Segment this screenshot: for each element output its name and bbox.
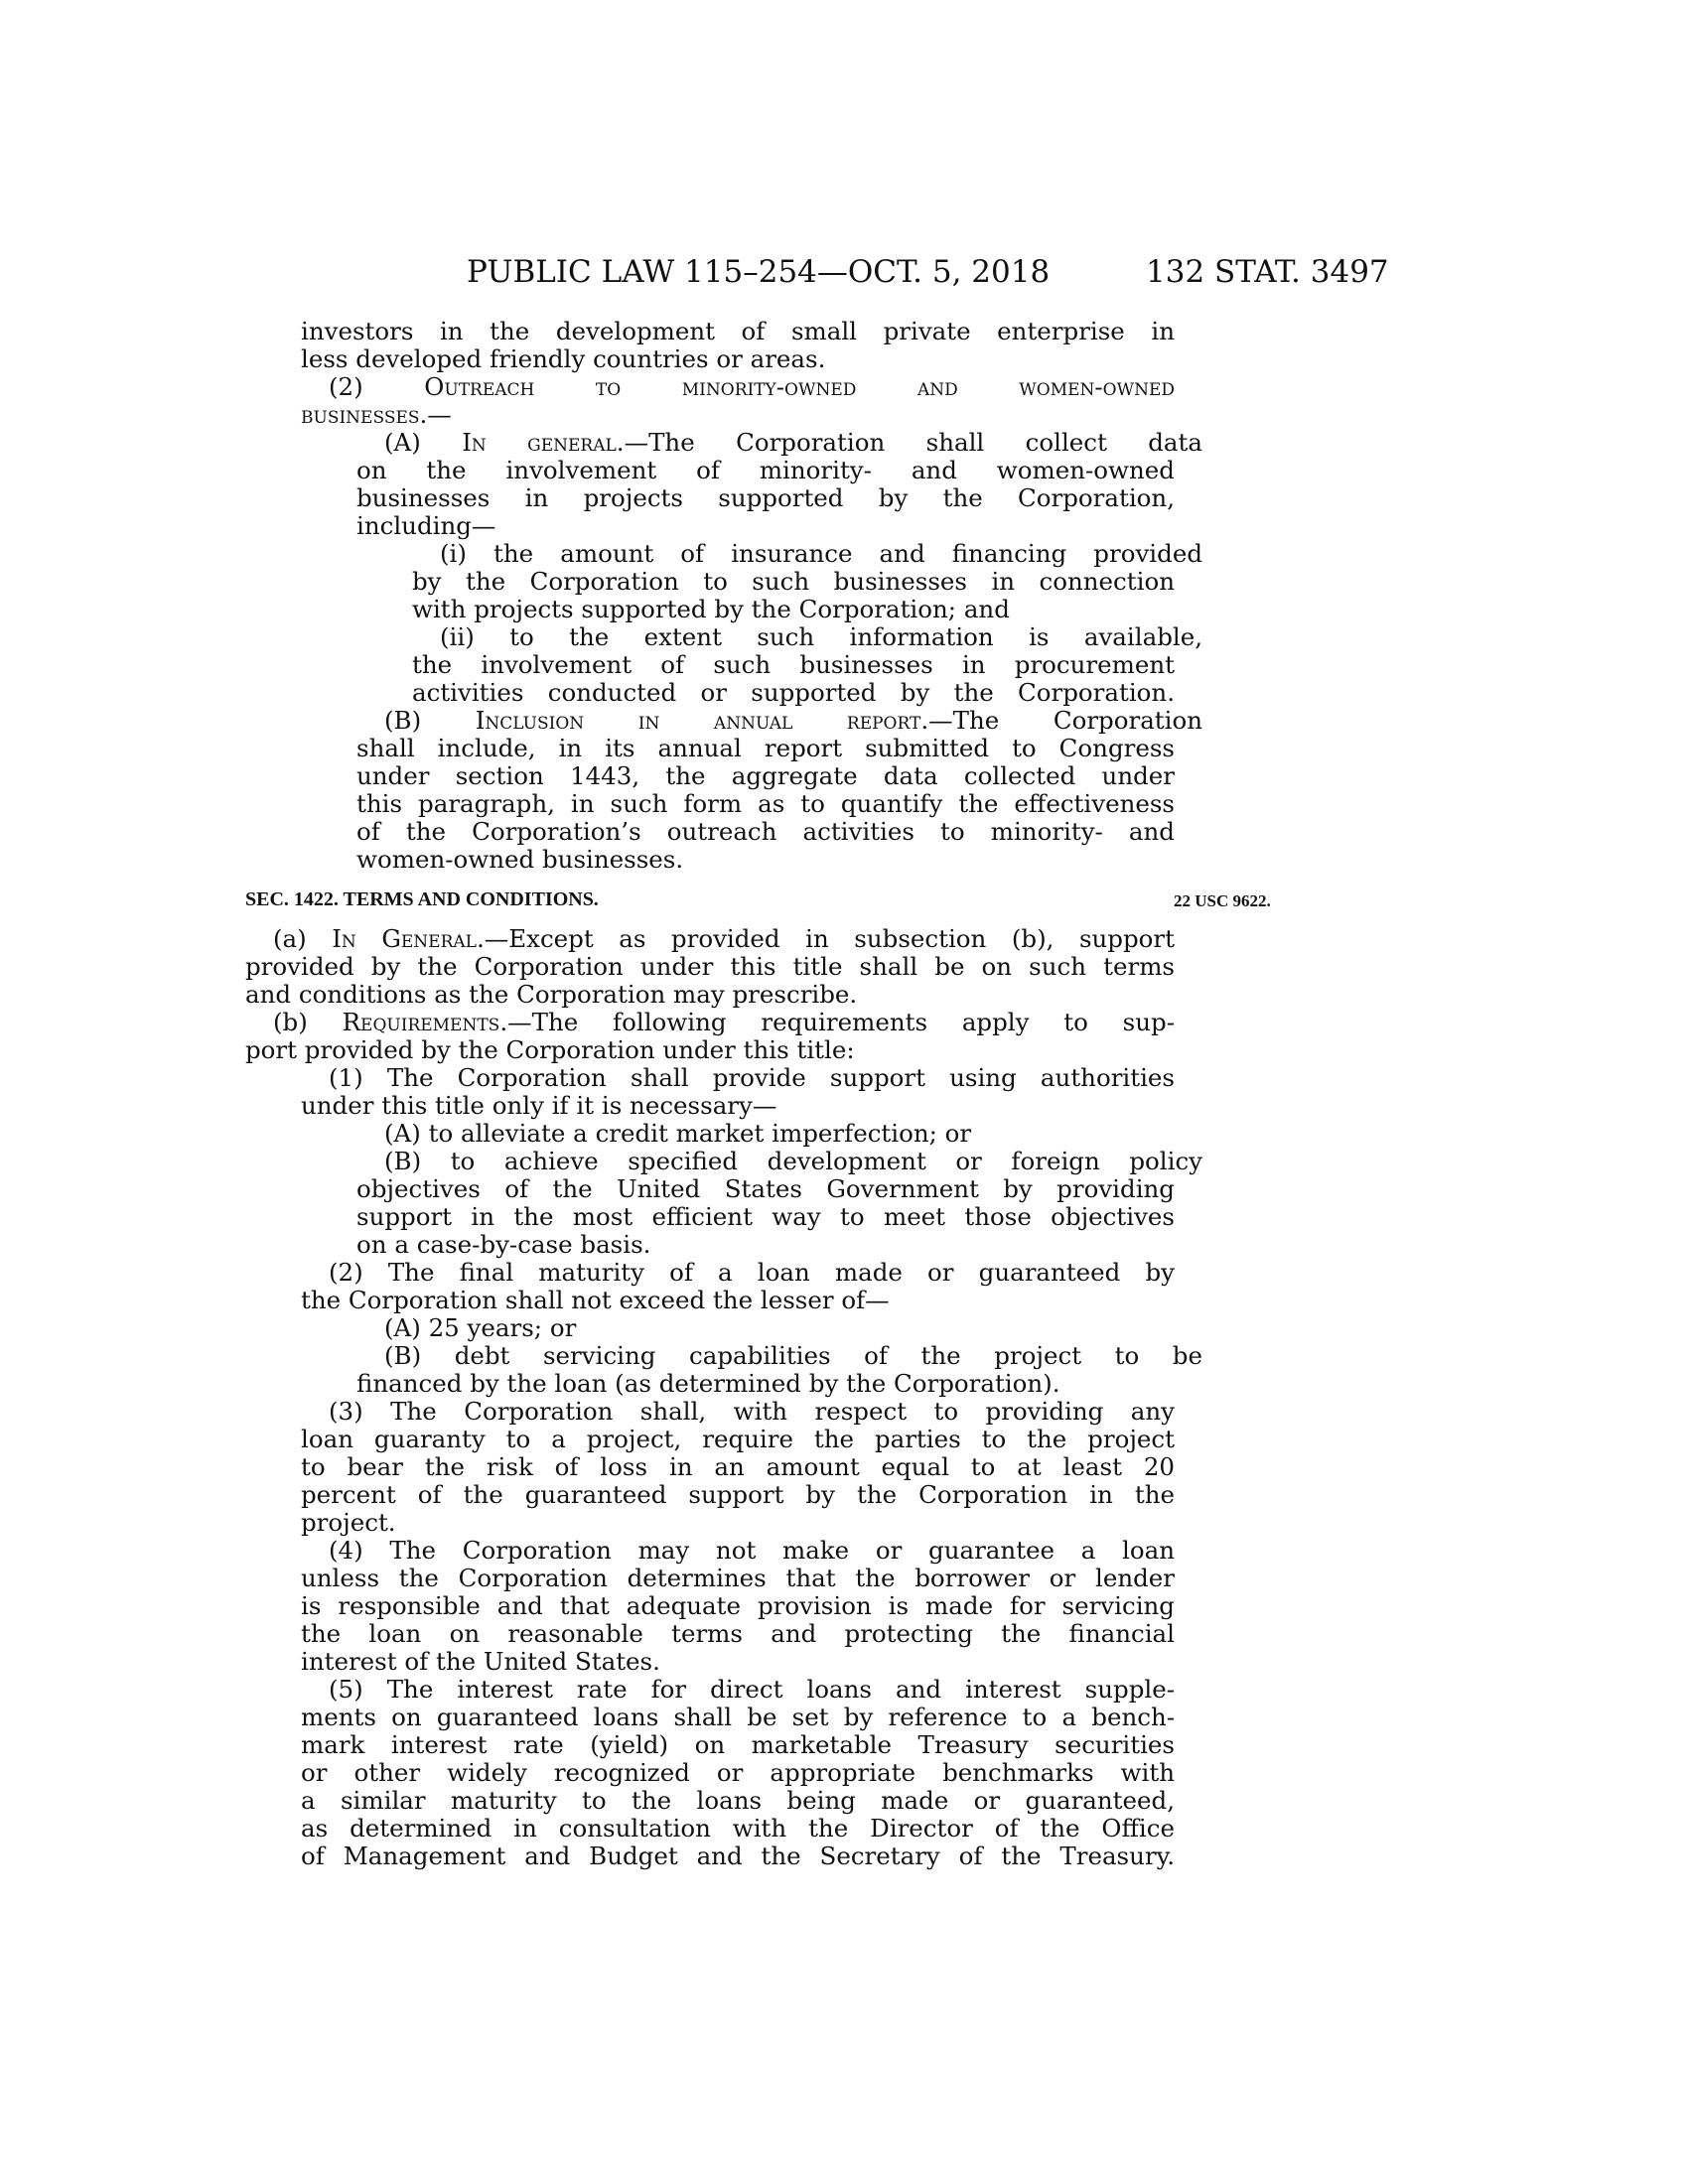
text-line: under section 1443, the aggregate data collected under [356, 761, 1175, 790]
text-line: unless the Corporation determines that the borrower or lender [301, 1564, 1175, 1592]
text-line: shall include, in its annual report submitted to Congress [356, 734, 1175, 762]
header-stat-page: 132 STAT. 3497 [1146, 254, 1389, 290]
text-line: the loan on reasonable terms and protecting the financial [301, 1619, 1175, 1648]
text-line: and conditions as the Corporation may prescribe. [245, 980, 858, 1009]
subsection-number: (a) [273, 924, 333, 953]
text-line: investors in the development of small private enterprise in [301, 317, 1175, 345]
text-line: (2) The final maturity of a loan made or guaranteed by [329, 1258, 1175, 1287]
text-line: of Management and Budget and the Secretary of the Treasury. [301, 1842, 1175, 1870]
text-line: to bear the risk of loss in an amount equal to at least 20 [301, 1452, 1175, 1481]
text-line: with projects supported by the Corporation; and [412, 595, 1010, 623]
text-line: or other widely recognized or appropriate benchmarks with [301, 1758, 1175, 1787]
text-line: of the Corporation’s outreach activities to minority- and [356, 817, 1175, 846]
subsection-title: Requirements. [342, 1008, 508, 1036]
text-line: (i) the amount of insurance and financing provided [440, 539, 1202, 568]
subsection-heading-a [245, 925, 1175, 953]
text-line: on the involvement of minority- and women-owned [356, 456, 1175, 484]
paragraph-heading-outreach [301, 373, 1175, 401]
text-line: under this title only if it is necessary— [301, 1091, 777, 1120]
text-line: businesses in projects supported by the Corporation, [356, 483, 1175, 512]
text-line: (5) The interest rate for direct loans and interest supple- [329, 1675, 1175, 1704]
subsection-text: —The following requirements apply to sup- [507, 1008, 1175, 1036]
text-line: is responsible and that adequate provision is made for servicing [301, 1591, 1175, 1620]
text-line: ments on guaranteed loans shall be set by reference to a bench- [301, 1703, 1175, 1731]
subparagraph-text: —The Corporation [928, 706, 1203, 735]
text-line: support in the most efficient way to meet those objectives [356, 1202, 1175, 1231]
text-line: this paragraph, in such form as to quantify the effectiveness [356, 789, 1175, 818]
text-line: provided by the Corporation under this title shall be on such terms [245, 952, 1175, 981]
text-line: project. [301, 1508, 396, 1537]
text-line: activities conducted or supported by the Corporation. [412, 678, 1175, 707]
section-body [245, 925, 1175, 1064]
text-line: interest of the United States. [301, 1647, 660, 1676]
text-line: (A) to alleviate a credit market imperfection; or [384, 1119, 972, 1148]
text-line: mark interest rate (yield) on marketable Treasury securities [301, 1730, 1175, 1759]
text-line: loan guaranty to a project, require the parties to the project [301, 1425, 1175, 1453]
text-line: as determined in consultation with the Director of the Office [301, 1814, 1175, 1843]
text-line: (A) 25 years; or [384, 1313, 577, 1342]
subsection-heading-b [245, 1009, 1175, 1036]
subparagraph-title: In general. [462, 428, 625, 457]
text-line: by the Corporation to such businesses in connection [412, 567, 1175, 596]
subparagraph-text: —The Corporation shall collect data [624, 428, 1202, 457]
text-line: objectives of the United States Government by providing [356, 1174, 1175, 1203]
text-line: (3) The Corporation shall, with respect to providing any [329, 1397, 1175, 1426]
paragraph-number: (2) [329, 372, 425, 401]
subsection-number: (b) [273, 1008, 343, 1036]
subsection-title: In General. [332, 924, 485, 953]
text-line: port provided by the Corporation under this title: [245, 1035, 855, 1064]
subparagraph-heading-inclusion [356, 707, 1202, 735]
section-title: SEC. 1422. TERMS AND CONDITIONS. [245, 888, 599, 910]
subsection-text: —Except as provided in subsection (b), support [484, 924, 1175, 953]
text-line: (B) debt servicing capabilities of the project to be [384, 1341, 1202, 1370]
paragraph-title: Outreach to minority-owned and women-owned [424, 372, 1175, 401]
text-line: less developed friendly countries or areas. [301, 344, 826, 373]
subparagraph-title: Inclusion in annual report. [475, 706, 929, 735]
subparagraph-number: (B) [384, 706, 476, 735]
text-line: on a case-by-case basis. [356, 1230, 651, 1259]
document-body [245, 317, 1271, 1870]
header-title: PUBLIC LAW 115–254—OCT. 5, 2018 [467, 254, 1051, 290]
text-line: women-owned businesses. [356, 845, 684, 874]
subparagraph-heading-in-general [356, 429, 1202, 457]
text-line: businesses.— [301, 400, 452, 429]
text-line: (ii) to the extent such information is available, [440, 622, 1202, 651]
text-line: (1) The Corporation shall provide support using authorities [329, 1063, 1175, 1092]
subparagraph-number: (A) [384, 428, 463, 457]
text-line: (4) The Corporation may not make or guarantee a loan [329, 1536, 1175, 1565]
section-heading [245, 886, 1271, 913]
text-line: percent of the guaranteed support by the Corporation in the [301, 1480, 1175, 1509]
text-line: (B) to achieve specified development or foreign policy [384, 1147, 1202, 1175]
running-header [0, 250, 1688, 294]
text-line: including— [356, 511, 496, 540]
usc-sidenote: 22 USC 9622. [1174, 891, 1271, 910]
text-line: a similar maturity to the loans being made or guaranteed, [301, 1786, 1175, 1815]
text-line: financed by the loan (as determined by the Corporation). [356, 1369, 1060, 1398]
text-line: the Corporation shall not exceed the lesser of— [301, 1286, 890, 1314]
text-line: the involvement of such businesses in procurement [412, 650, 1175, 679]
